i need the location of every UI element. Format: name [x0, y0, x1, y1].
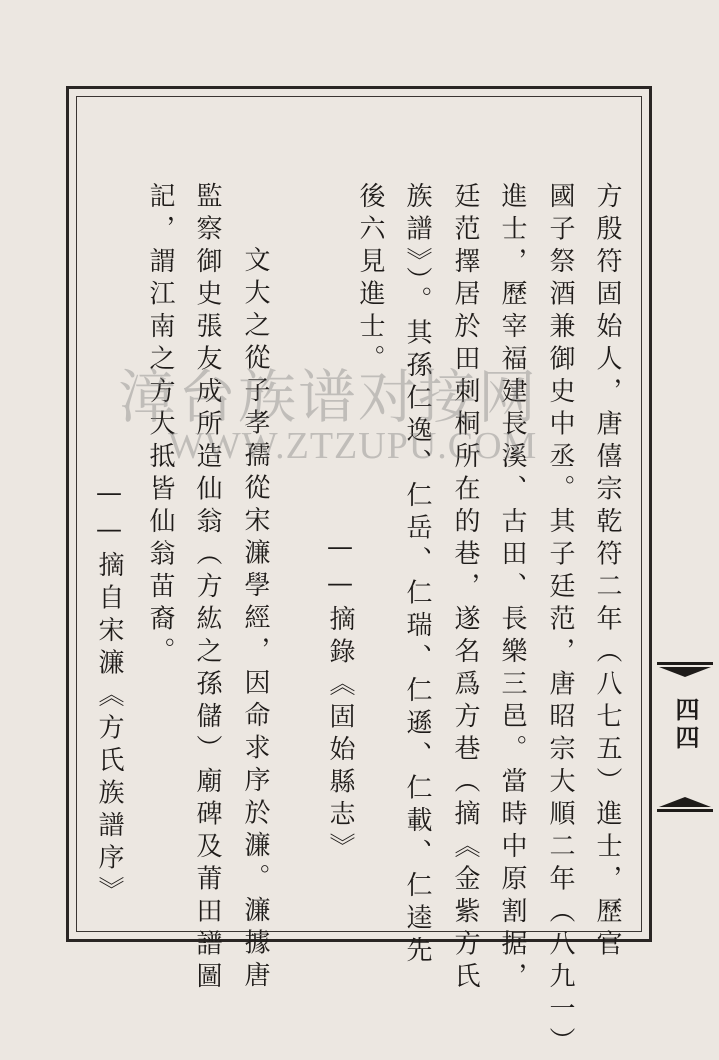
tab-chevron-top-icon	[659, 667, 711, 677]
text-column-10: 文大之從子孝孺從宋濂學經，因命求序於濂。濂據唐	[240, 246, 270, 994]
watermark-text: 漳台族谱对接网	[118, 363, 539, 431]
page-number-tab	[657, 662, 713, 812]
text-column-4: 廷范擇居於田刺桐所在的巷，遂名爲方巷（摘《金紫方氏	[450, 182, 480, 995]
tab-chevron-bottom-icon	[659, 797, 711, 807]
text-column-5: 族譜》）。其孫仁逸、仁岳、仁瑞、仁遜、仁載、仁逵先	[402, 182, 432, 969]
text-column-3: 進士，歷宰福建長溪、古田、長樂三邑。當時中原割据，	[497, 182, 527, 995]
watermark-url: WWW.ZTZUPU.COM	[168, 425, 538, 467]
text-column-2: 國子祭酒兼御史中丞。其子廷范，唐昭宗大順二年（八九一）	[545, 182, 575, 1060]
page-number: 四四	[671, 697, 700, 753]
source-citation-1: ——摘錄《固始縣志》	[325, 532, 355, 865]
text-column-1: 方殷符固始人，唐僖宗乾符二年（八七五）進士，歷官	[592, 182, 622, 962]
text-column-12: 記，謂江南之方大抵皆仙翁苗裔。	[145, 182, 175, 670]
source-citation-2: ——摘自宋濂《方氏族譜序》	[94, 478, 124, 909]
text-column-6: 後六見進士。	[355, 182, 385, 377]
text-column-11: 監察御史張友成所造仙翁（方紘之孫儲）廟碑及莆田譜圖	[192, 182, 222, 995]
